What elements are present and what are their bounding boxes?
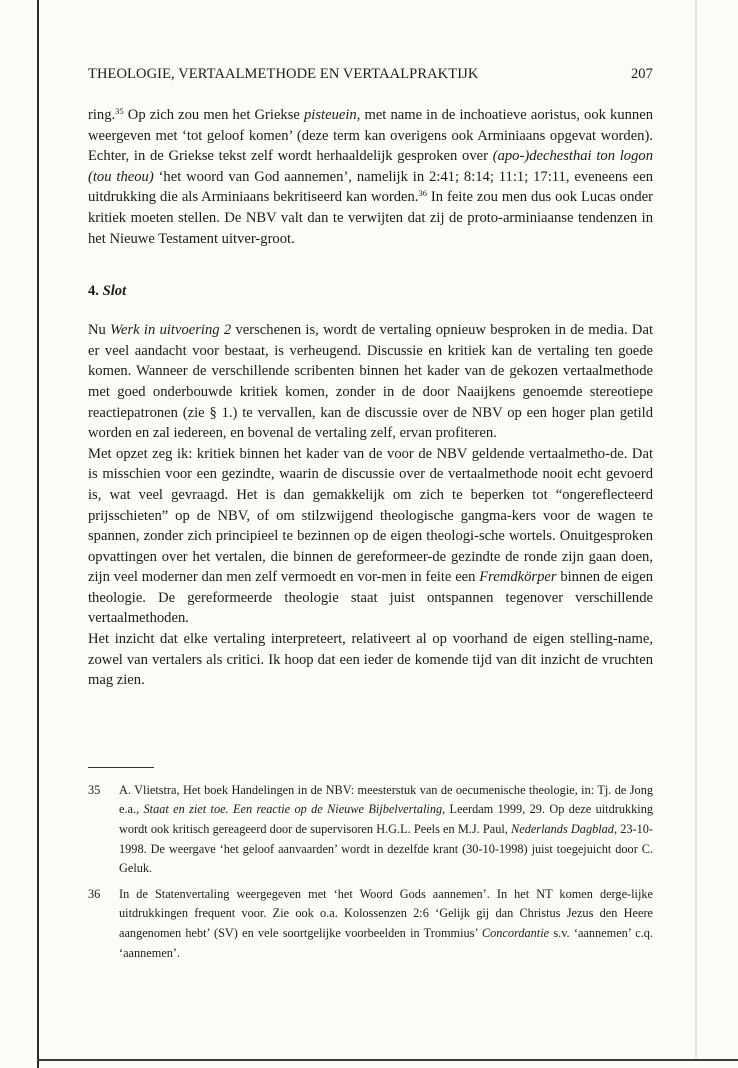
footnote-ref-36[interactable]: 36 <box>418 188 427 199</box>
page-left-edge <box>37 0 39 1068</box>
footnote-number: 36 <box>88 886 101 901</box>
paragraph-1: Nu Werk in uitvoering 2 verschenen is, wordt de vertaling opnieuw besproken in de media. Dat er veel aandacht voor bestaat, is verheugend. Discussie en kritiek kan de vertaling ten goede komen. Wanneer de verschillende scribenten binnen het kader van de gekozen vertaalmethode met goed onderbouwde kritiek komen, zonder in de door Naaijkens genoemde stereotiepe reactiepatronen (zie § 1.) te vervallen, kan de discussie over de NBV op een hoger plan getild worden en zal iedereen, en bovenal de vertaling zelf, ervan profiteren. <box>88 322 653 442</box>
footnote-ref-35[interactable]: 35 <box>115 106 124 116</box>
section-body <box>88 320 653 691</box>
footnote-text: In de Statenvertaling weergegeven met ‘het Woord Gods aannemen’. In het NT komen derge-lijke uitdrukkingen frequent voor. Zie ook o.a. Kolossenzen 2:6 ‘Gelijk gij dan Christus Jezus den Heere aangenomen hebt’ (SV) en vele soortgelijke voorbeelden in Trommius’ Concordantie s.v. ‘aannemen’ c.q. ‘aannemen’. <box>119 886 653 960</box>
book-page <box>88 66 653 969</box>
page-right-edge <box>695 0 697 1059</box>
footnote-36 <box>88 885 653 963</box>
footnote-text: A. Vlietstra, Het boek Handelingen in de NBV: meesterstuk van de oecumenische theologie, in: Tj. de Jong e.a., Staat en ziet toe. Een reactie op de Nieuwe Bijbelvertaling, Leerdam 1999, 29. Op deze uitdrukking wordt ook kritisch gereageerd door de supervisoren H.G.L. Peels en M.J. Paul, Nederlands Dagblad, 23-10-1998. De weergave ‘het geloof aanvaarden’ wordt in dezelfde krant (30-10-1998) juist toegejuicht door C. Geluk. <box>119 782 654 876</box>
paragraph-2: Met opzet zeg ik: kritiek binnen het kader van de voor de NBV geldende vertaalmetho-de. Dat is misschien voor een gezindte, waarin de discussie over de vertaalmethode nooit echt gevoerd is, wat veel gevraagd. Het is dan gemakkelijk om zich te beperken tot “ongereflecteerd prijsschieten” op de NBV, of om stilzwijgend theologische gangma-kers voor de wagen te spannen, zonder zich principieel te bezinnen op de eigen theologi-sche wortels. Onuitgesproken opvattingen over het vertalen, die binnen de gereformeer-de gezindte de ronde zijn gaan doen, zijn veel moderner dan men zelf vermoedt en vor-men in feite een Fremdkörper binnen de eigen theologie. De gereformeerde theologie staat juist ontspannen tegenover verschillende vertaalmethoden. <box>88 445 654 627</box>
paragraph-3: Het inzicht dat elke vertaling interpreteert, relativeert al op voorhand de eigen stelling-name, zowel van vertalers als critici. Ik hoop dat een ieder de komende tijd van dit inzicht de vruchten mag zien. <box>88 631 653 689</box>
running-header <box>88 66 653 83</box>
footnote-number: 35 <box>88 782 101 797</box>
page-number: 207 <box>630 66 653 82</box>
section-heading: 4. Slot <box>88 283 127 300</box>
footnote-35 <box>88 781 653 879</box>
intro-paragraph: ring.$^{35}$ Op zich zou men het Griekse pisteuein, met name in de inchoatieve aoristus, ook kunnen weergeven met ‘tot geloof komen’ (deze term kan overigens ook Arminiaans opgevat worden). Echter, in de Griekse tekst zelf wordt herhaaldelijk gesproken over (apo-)dechesthai ton logon (tou theou) ‘het woord van God aannemen’, namelijk in 2:41; 8:14; 11:1; 17:11, eveneens een uitdrukking die als Arminiaans bekritiseerd kan worden.$^{36}$ In feite zou men dus ook Lucas onder kritiek moeten stellen. De NBV valt dan te verwijten dat zij de proto-arminiaanse tendenzen in het Nieuwe Testament uitver-groot. <box>88 106 654 247</box>
page-bottom-edge <box>37 1059 738 1061</box>
running-title: THEOLOGIE, VERTAALMETHODE EN VERTAALPRAKTIJK <box>88 66 479 82</box>
footnote-separator <box>88 767 154 768</box>
